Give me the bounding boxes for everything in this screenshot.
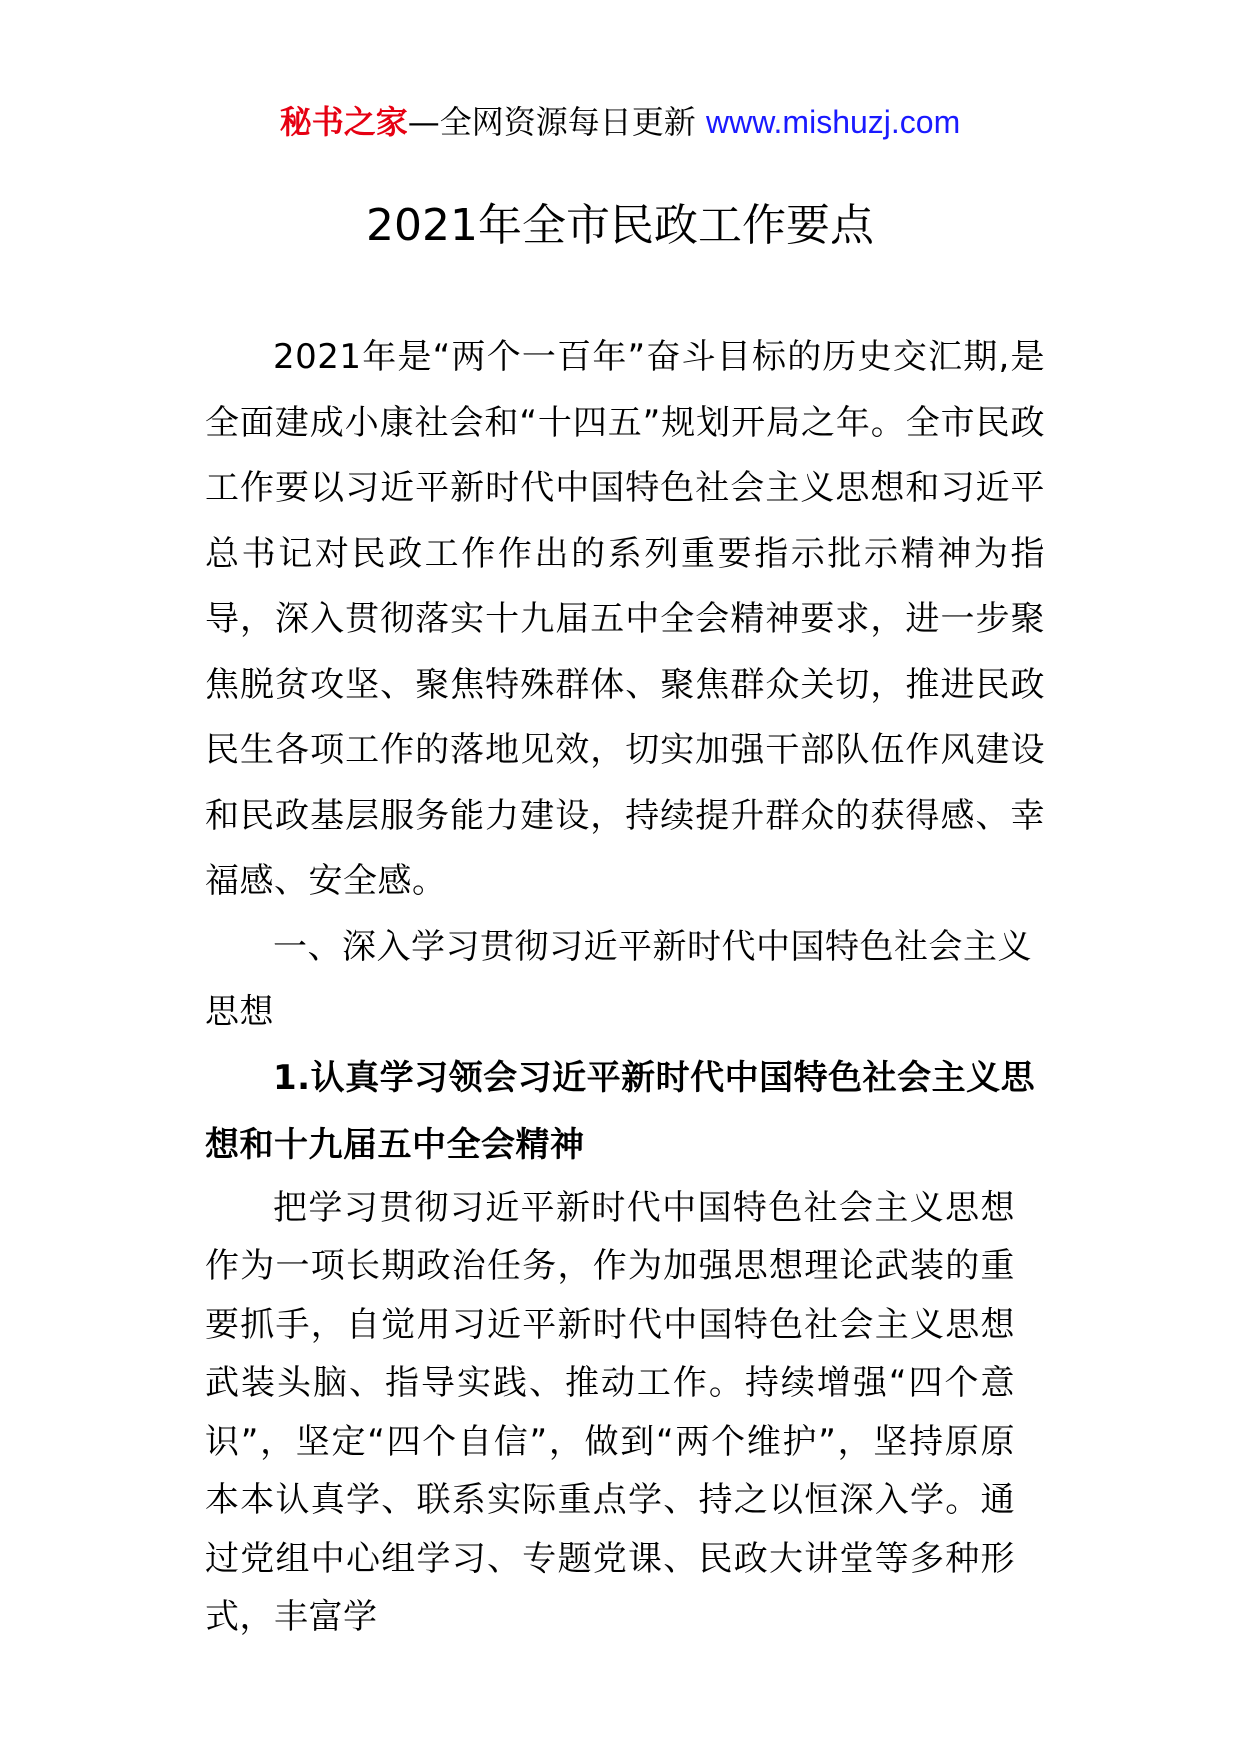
site-url-link[interactable]: www.mishuzj.com bbox=[705, 104, 961, 140]
site-banner bbox=[0, 100, 1240, 144]
brand-name: 秘书之家 bbox=[279, 103, 408, 141]
section-heading: 一、深入学习贯彻习近平新时代中国特色社会主义思想 bbox=[205, 926, 1032, 1032]
banner-tagline: —全网资源每日更新 bbox=[407, 103, 696, 141]
document-title: 2021年全市民政工作要点 bbox=[366, 200, 874, 251]
document-body bbox=[205, 325, 1045, 1647]
subsection-paragraph: 把学习贯彻习近平新时代中国特色社会主义思想作为一项长期政治任务，作为加强思想理论武装的重要抓手，自觉用习近平新时代中国特色社会主义思想武装头脑、指导实践、推动工作。持续增强“四个意识”，坚定“四个自信”，做到“两个维护”，坚持原原本本认真学、联系实际重点学、持之以恒深入学。通过党组中心组学习、专题党课、民政大讲堂等多种形式，丰富学 bbox=[205, 1187, 1015, 1637]
intro-paragraph: 2021年是“两个一百年”奋斗目标的历史交汇期,是全面建成小康社会和“十四五”规划开局之年。全市民政工作要以习近平新时代中国特色社会主义思想和习近平总书记对民政工作作出的系列重要指示批示精神为指导，深入贯彻落实十九届五中全会精神要求，进一步聚焦脱贫攻坚、聚焦特殊群体、聚焦群众关切，推进民政民生各项工作的落地见效，切实加强干部队伍作风建设和民政基层服务能力建设，持续提升群众的获得感、幸福感、安全感。 bbox=[205, 337, 1045, 901]
subsection-heading: 1.认真学习领会习近平新时代中国特色社会主义思想和十九届五中全会精神 bbox=[205, 1057, 1036, 1165]
